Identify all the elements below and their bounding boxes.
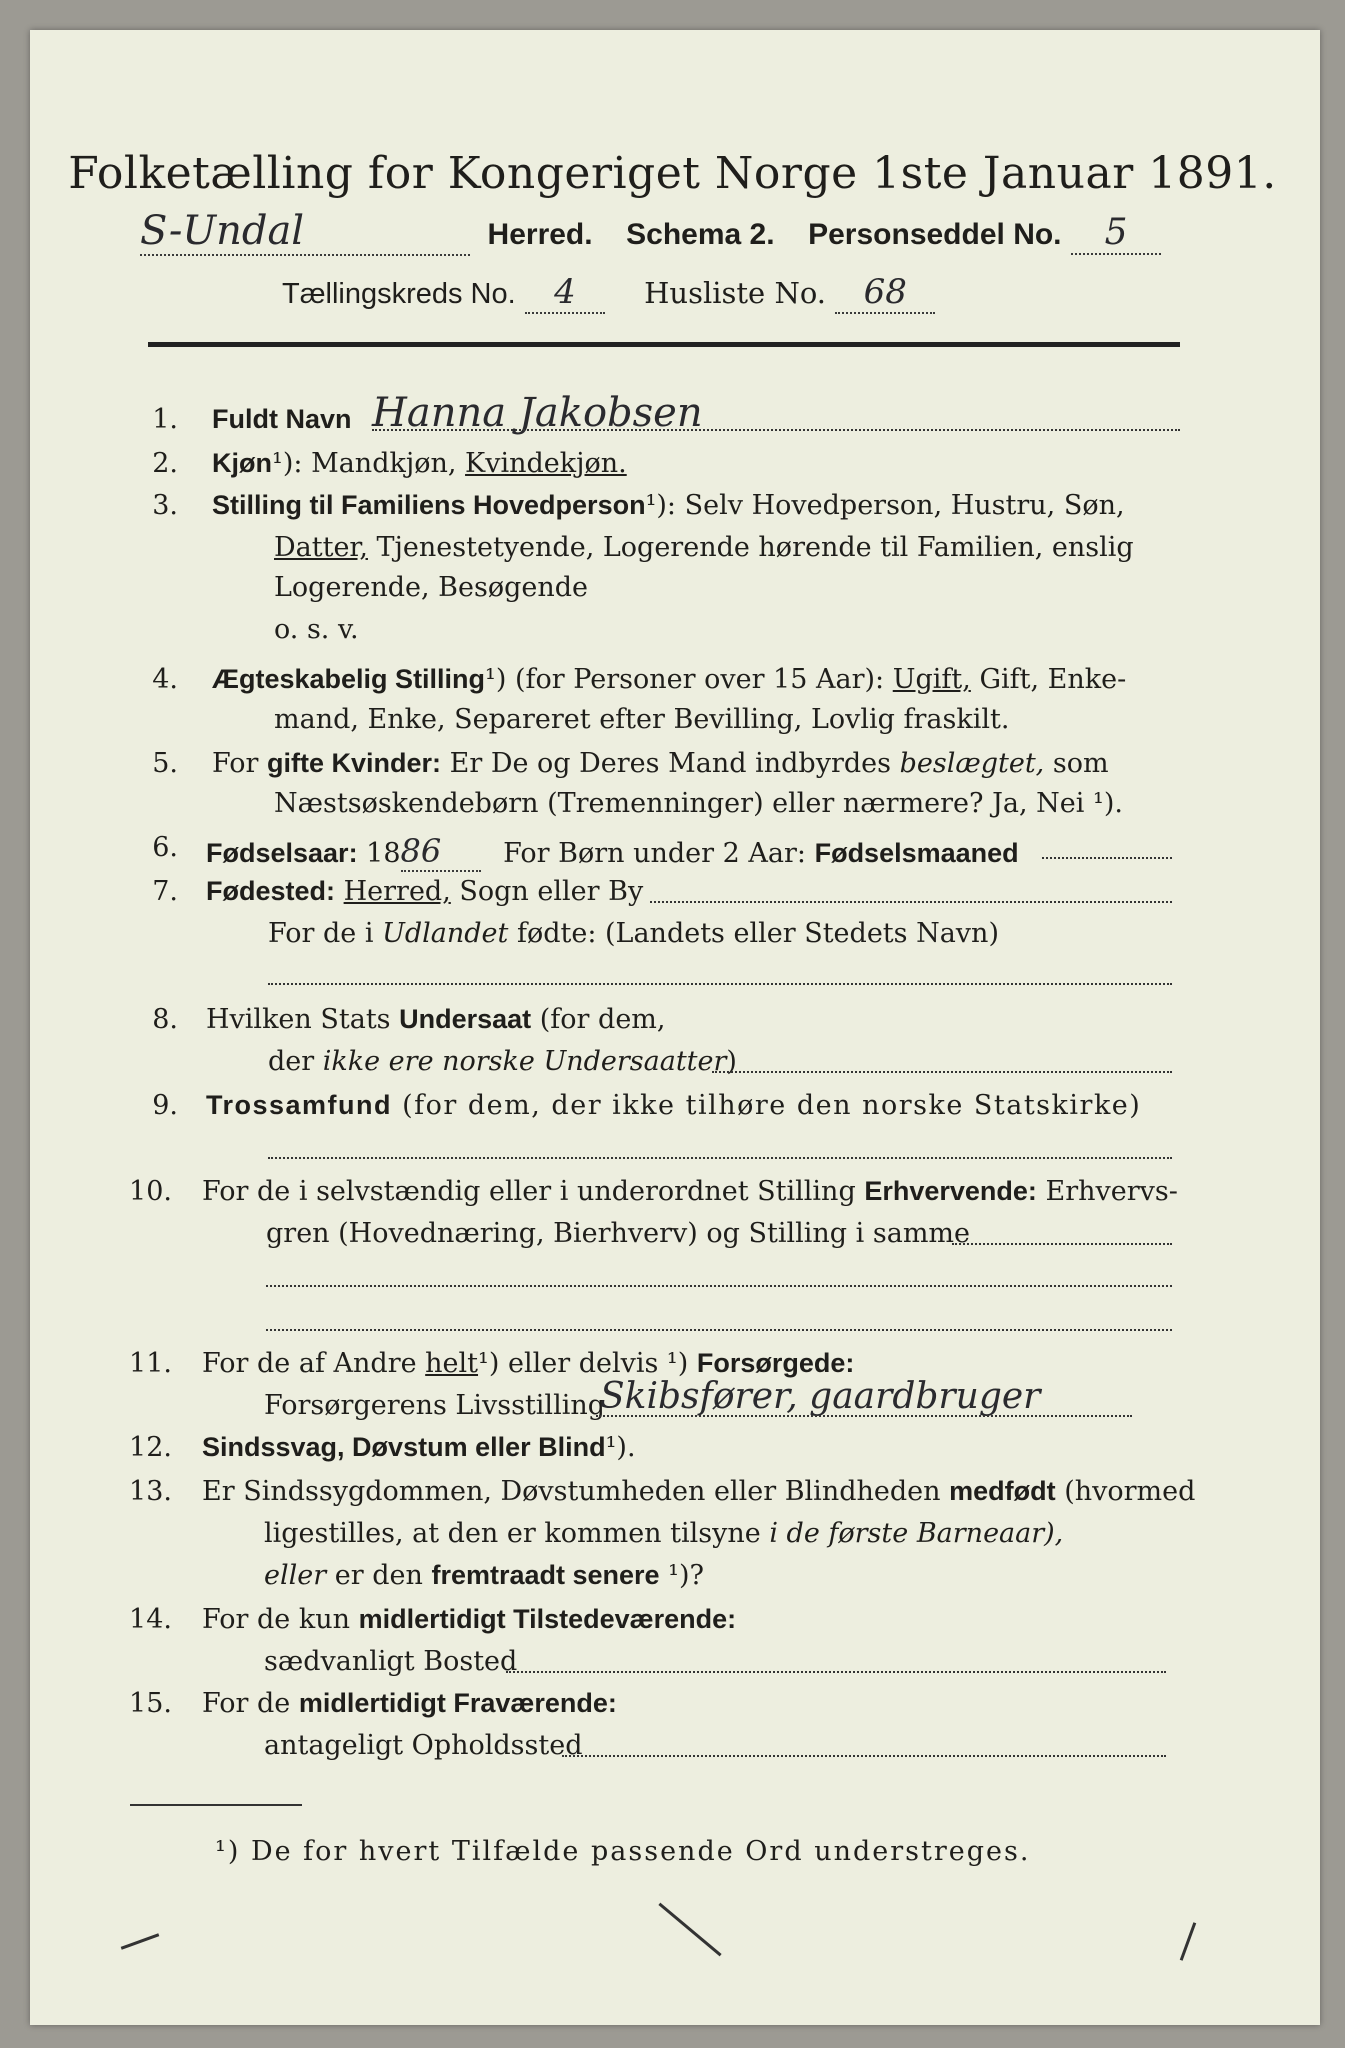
q11-fill <box>596 1414 1132 1417</box>
q4-line1 <box>212 664 1126 695</box>
q5-for: For <box>212 748 259 779</box>
q14-number: 14. <box>129 1604 172 1635</box>
q12-line <box>202 1432 636 1463</box>
q3-datter: Datter, <box>274 532 368 563</box>
q14-text: For de kun <box>202 1604 350 1635</box>
q11-value: Skibsfører, gaardbruger <box>600 1376 1041 1417</box>
q3-number: 3. <box>152 490 178 521</box>
herred-line <box>140 208 1161 256</box>
q14-fill <box>506 1670 1166 1673</box>
q10-text: For de i selvstændig eller i underordnet Stilling <box>202 1176 856 1207</box>
q13-line1 <box>202 1476 1195 1507</box>
q2-line <box>212 448 627 479</box>
q9-fill <box>268 1156 1172 1159</box>
q15-fill <box>562 1754 1166 1757</box>
q7-line1 <box>206 876 643 907</box>
kreds-value: 4 <box>525 272 605 314</box>
q6-number: 6. <box>152 832 178 863</box>
q8-line2: der ikke ere norske Undersaatter) <box>268 1046 737 1077</box>
q13-label3: fremtraadt senere <box>431 1560 660 1590</box>
q3-label: Stilling til Familiens Hovedperson <box>212 490 646 520</box>
header-rule <box>148 342 1180 347</box>
q4-text1: (for Personer over 15 Aar): <box>515 664 885 695</box>
q6-text: For Børn under 2 Aar: <box>503 838 806 869</box>
q8-fill <box>712 1070 1172 1073</box>
q11-text: For de af Andre <box>202 1348 417 1379</box>
q13-line2 <box>264 1518 1063 1549</box>
q7-number: 7. <box>152 876 178 907</box>
q5-label: gifte Kvinder: <box>267 748 442 778</box>
q3-text1: Selv Hovedperson, Hustru, Søn, <box>684 490 1125 521</box>
q8-text2: ikke ere norske Undersaatter <box>322 1046 727 1077</box>
q1-value: Hanna Jakobsen <box>372 390 703 436</box>
personseddel-value: 5 <box>1071 212 1161 255</box>
q10-number: 10. <box>129 1176 172 1207</box>
q15-line2: antageligt Opholdssted <box>264 1730 583 1761</box>
q3-line1 <box>212 490 1125 521</box>
q6-value: 86 <box>401 832 481 872</box>
q4-label: Ægteskabelig Stilling <box>212 664 486 694</box>
q1-number: 1. <box>152 404 178 435</box>
q10-line1 <box>202 1176 1178 1207</box>
q7-text: Sogn eller By <box>459 876 644 907</box>
q10-fill2 <box>266 1284 1172 1287</box>
q6-line <box>206 832 1019 872</box>
q9-line <box>206 1090 1141 1121</box>
q13-label: medfødt <box>949 1476 1056 1506</box>
q11-number: 11. <box>129 1348 172 1379</box>
q15-text: For de <box>202 1688 291 1719</box>
q11-text2: ¹) eller delvis ¹) <box>478 1348 689 1379</box>
q4-ugift: Ugift, <box>892 664 971 695</box>
q4-text1b: Gift, Enke- <box>979 664 1127 695</box>
q4-sup: ¹) <box>485 664 507 695</box>
q15-line1 <box>202 1688 617 1719</box>
q2-mandkjon: Mandkjøn, <box>311 448 457 479</box>
q7-forde: For de i <box>268 918 374 949</box>
q15-label: midlertidigt Fraværende: <box>298 1688 617 1718</box>
schema-label: Schema 2. <box>626 218 775 251</box>
q1-label: Fuldt Navn <box>212 404 352 434</box>
q10-line2: gren (Hovednæring, Bierhverv) og Stilling i samme <box>266 1218 971 1249</box>
q6-fill <box>1042 856 1172 859</box>
q6-label: Fødselsaar: <box>206 838 358 868</box>
q5-beslaegtet: beslægtet, <box>899 748 1045 779</box>
q1-fill <box>372 428 1180 431</box>
herred-value: S-Undal <box>140 208 470 256</box>
q14-label: midlertidigt Tilstedeværende: <box>358 1604 737 1634</box>
q11-line2: Forsørgerens Livsstilling <box>264 1390 606 1421</box>
q7-label: Fødested: <box>206 876 336 906</box>
q12-number: 12. <box>129 1432 172 1463</box>
q15-number: 15. <box>129 1688 172 1719</box>
q14-line1 <box>202 1604 736 1635</box>
q11-helt: helt <box>425 1348 479 1379</box>
q4-line2: mand, Enke, Separeret efter Bevilling, Lovlig fraskilt. <box>274 704 1010 735</box>
q7-fill2 <box>268 982 1172 985</box>
q5-som: som <box>1052 748 1109 779</box>
q3-line3: Logerende, Besøgende <box>274 572 588 603</box>
herred-label: Herred. <box>487 218 593 251</box>
q8-line1 <box>206 1004 665 1035</box>
q8-der: der <box>268 1046 315 1077</box>
q12-sup: ¹). <box>605 1432 636 1463</box>
husliste-value: 68 <box>835 272 935 314</box>
q7-udlandet: Udlandet <box>382 918 509 949</box>
q7-text2: fødte: (Landets eller Stedets Navn) <box>516 918 999 949</box>
q10-fill <box>952 1242 1172 1245</box>
q9-text: (for dem, der ikke tilhøre den norske Statskirke) <box>402 1090 1142 1121</box>
q13-text1b: (hvormed <box>1064 1476 1196 1507</box>
personseddel-label: Personseddel No. <box>808 218 1062 251</box>
q13-text3b: ¹)? <box>668 1560 704 1591</box>
q10-label: Erhvervende: <box>864 1176 1037 1206</box>
q13-text2: ligestilles, at den er kommen tilsyne <box>264 1518 761 1549</box>
q3-sup: ¹): <box>645 490 677 521</box>
form-title: Folketælling for Kongeriget Norge 1ste Januar 1891. <box>68 148 1277 199</box>
q13-eller: eller <box>264 1560 327 1591</box>
q11-line1 <box>202 1348 854 1379</box>
q13-line3 <box>264 1560 704 1591</box>
q8-label: Undersaat <box>399 1004 532 1034</box>
q2-label: Kjøn <box>212 448 272 478</box>
q9-label: Trossamfund <box>206 1090 393 1120</box>
q5-line2: Næstsøskendebørn (Tremenninger) eller nærmere? Ja, Nei ¹). <box>274 788 1123 819</box>
footnote-rule <box>130 1804 302 1806</box>
q7-line2 <box>268 918 999 949</box>
q2-kvindekjon: Kvindekjøn. <box>465 448 627 479</box>
kreds-line <box>282 272 935 314</box>
kreds-label: Tællingskreds No. <box>282 278 516 310</box>
q7-fill <box>650 900 1172 903</box>
q8-hvilken: Hvilken Stats <box>206 1004 391 1035</box>
q5-number: 5. <box>152 748 178 779</box>
q11-label: Forsørgede: <box>696 1348 855 1378</box>
q8-number: 8. <box>152 1004 178 1035</box>
q4-number: 4. <box>152 664 178 695</box>
q3-line2 <box>274 532 1134 563</box>
q6-prefix: 18 <box>366 838 401 869</box>
q9-number: 9. <box>152 1090 178 1121</box>
q10-text2: Erhvervs- <box>1045 1176 1178 1207</box>
q5-text1: Er De og Deres Mand indbyrdes <box>449 748 891 779</box>
q13-text3: er den <box>334 1560 423 1591</box>
q12-label: Sindssvag, Døvstum eller Blind <box>202 1432 606 1462</box>
q2-number: 2. <box>152 448 178 479</box>
q7-herred: Herred, <box>343 876 451 907</box>
q13-text1: Er Sindssygdommen, Døvstumheden eller Blindheden <box>202 1476 941 1507</box>
q3-line4: o. s. v. <box>274 614 359 645</box>
husliste-label: Husliste No. <box>644 276 826 310</box>
q13-number: 13. <box>129 1476 172 1507</box>
q5-line1 <box>212 748 1109 779</box>
q6-label2: Fødselsmaaned <box>814 838 1019 868</box>
q10-fill3 <box>266 1328 1172 1331</box>
footnote: ¹) De for hvert Tilfælde passende Ord understreges. <box>215 1836 1031 1867</box>
q3-text2: Tjenestetyende, Logerende hørende til Familien, enslig <box>376 532 1134 563</box>
q14-line2: sædvanligt Bosted <box>264 1646 518 1677</box>
q2-sup: ¹): <box>272 448 303 479</box>
q13-text2-em: i de første Barneaar), <box>769 1518 1064 1549</box>
q8-text1: (for dem, <box>539 1004 666 1035</box>
